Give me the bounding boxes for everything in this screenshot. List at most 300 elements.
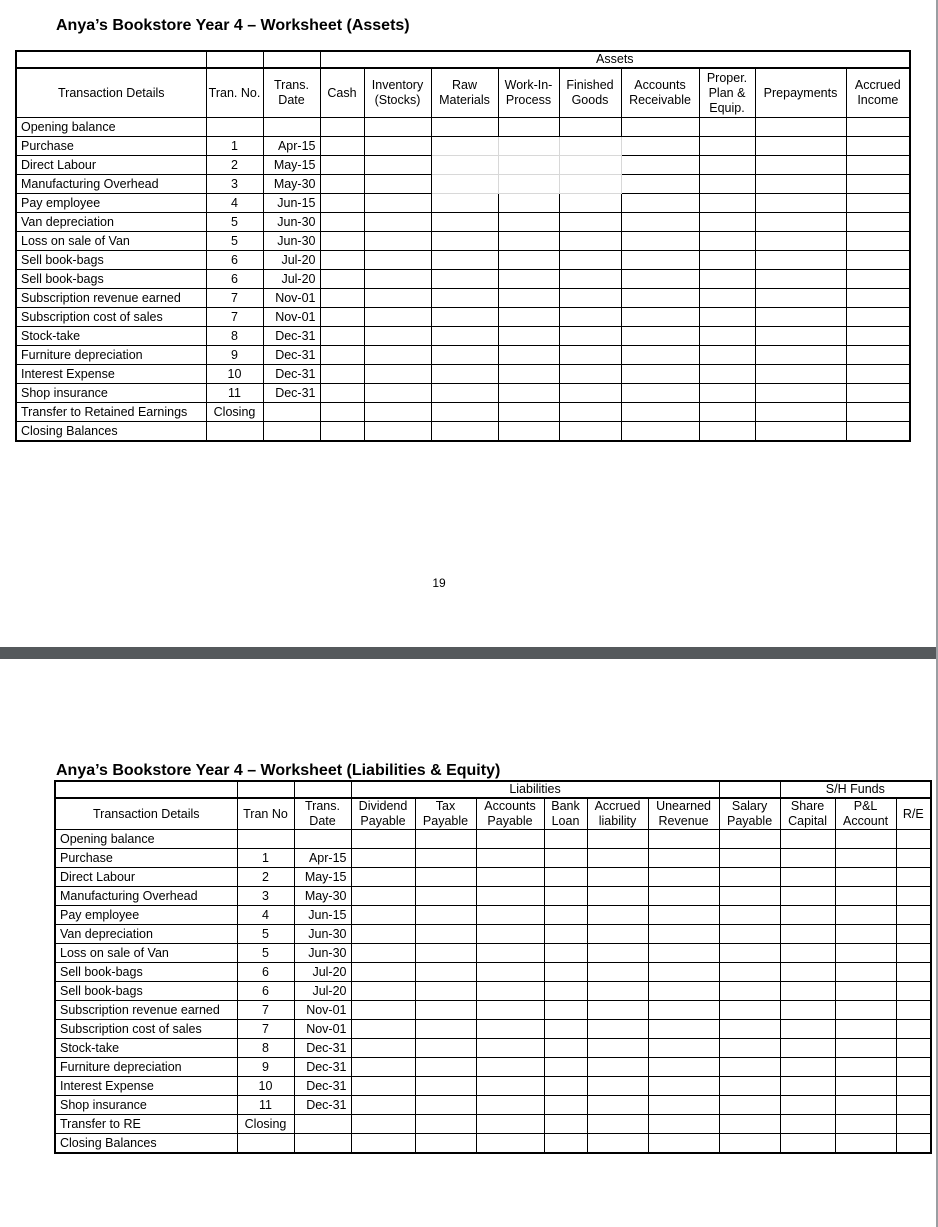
entry-cell[interactable] bbox=[755, 213, 846, 232]
entry-cell[interactable] bbox=[320, 251, 364, 270]
entry-cell[interactable] bbox=[587, 1115, 648, 1134]
entry-cell[interactable] bbox=[498, 156, 559, 175]
entry-cell[interactable] bbox=[320, 365, 364, 384]
entry-cell[interactable] bbox=[719, 925, 780, 944]
entry-cell[interactable] bbox=[648, 1077, 719, 1096]
entry-cell[interactable] bbox=[431, 422, 498, 442]
entry-cell[interactable] bbox=[896, 944, 931, 963]
entry-cell[interactable] bbox=[320, 289, 364, 308]
entry-cell[interactable] bbox=[755, 403, 846, 422]
entry-cell[interactable] bbox=[835, 906, 896, 925]
entry-cell[interactable] bbox=[621, 175, 699, 194]
entry-cell[interactable] bbox=[364, 365, 431, 384]
entry-cell[interactable] bbox=[755, 156, 846, 175]
entry-cell[interactable] bbox=[648, 887, 719, 906]
entry-cell[interactable] bbox=[846, 327, 910, 346]
entry-cell[interactable] bbox=[559, 346, 621, 365]
entry-cell[interactable] bbox=[351, 849, 415, 868]
entry-cell[interactable] bbox=[719, 906, 780, 925]
entry-cell[interactable] bbox=[896, 830, 931, 849]
entry-cell[interactable] bbox=[431, 270, 498, 289]
entry-cell[interactable] bbox=[846, 194, 910, 213]
entry-cell[interactable] bbox=[320, 422, 364, 442]
entry-cell[interactable] bbox=[755, 346, 846, 365]
entry-cell[interactable] bbox=[364, 384, 431, 403]
entry-cell[interactable] bbox=[846, 118, 910, 137]
entry-cell[interactable] bbox=[351, 1039, 415, 1058]
entry-cell[interactable] bbox=[476, 1077, 544, 1096]
entry-cell[interactable] bbox=[498, 232, 559, 251]
entry-cell[interactable] bbox=[621, 232, 699, 251]
entry-cell[interactable] bbox=[320, 327, 364, 346]
entry-cell[interactable] bbox=[699, 327, 755, 346]
entry-cell[interactable] bbox=[648, 1096, 719, 1115]
entry-cell[interactable] bbox=[431, 327, 498, 346]
entry-cell[interactable] bbox=[835, 1134, 896, 1154]
entry-cell[interactable] bbox=[415, 1077, 476, 1096]
entry-cell[interactable] bbox=[476, 1039, 544, 1058]
entry-cell[interactable] bbox=[320, 137, 364, 156]
entry-cell[interactable] bbox=[364, 289, 431, 308]
entry-cell[interactable] bbox=[415, 1115, 476, 1134]
entry-cell[interactable] bbox=[476, 830, 544, 849]
entry-cell[interactable] bbox=[835, 868, 896, 887]
entry-cell[interactable] bbox=[544, 906, 587, 925]
entry-cell[interactable] bbox=[351, 944, 415, 963]
entry-cell[interactable] bbox=[699, 346, 755, 365]
entry-cell[interactable] bbox=[896, 1077, 931, 1096]
entry-cell[interactable] bbox=[476, 982, 544, 1001]
entry-cell[interactable] bbox=[755, 137, 846, 156]
entry-cell[interactable] bbox=[559, 289, 621, 308]
entry-cell[interactable] bbox=[648, 1020, 719, 1039]
entry-cell[interactable] bbox=[476, 944, 544, 963]
entry-cell[interactable] bbox=[559, 175, 621, 194]
entry-cell[interactable] bbox=[621, 213, 699, 232]
entry-cell[interactable] bbox=[544, 887, 587, 906]
entry-cell[interactable] bbox=[544, 1001, 587, 1020]
entry-cell[interactable] bbox=[621, 156, 699, 175]
entry-cell[interactable] bbox=[780, 982, 835, 1001]
entry-cell[interactable] bbox=[621, 308, 699, 327]
entry-cell[interactable] bbox=[320, 213, 364, 232]
entry-cell[interactable] bbox=[896, 1001, 931, 1020]
entry-cell[interactable] bbox=[780, 830, 835, 849]
entry-cell[interactable] bbox=[364, 194, 431, 213]
entry-cell[interactable] bbox=[587, 1096, 648, 1115]
entry-cell[interactable] bbox=[476, 1001, 544, 1020]
entry-cell[interactable] bbox=[846, 308, 910, 327]
entry-cell[interactable] bbox=[699, 232, 755, 251]
entry-cell[interactable] bbox=[320, 346, 364, 365]
entry-cell[interactable] bbox=[780, 1134, 835, 1154]
entry-cell[interactable] bbox=[621, 118, 699, 137]
entry-cell[interactable] bbox=[755, 327, 846, 346]
entry-cell[interactable] bbox=[755, 251, 846, 270]
entry-cell[interactable] bbox=[621, 327, 699, 346]
entry-cell[interactable] bbox=[431, 365, 498, 384]
entry-cell[interactable] bbox=[648, 868, 719, 887]
entry-cell[interactable] bbox=[587, 1020, 648, 1039]
entry-cell[interactable] bbox=[351, 1096, 415, 1115]
entry-cell[interactable] bbox=[648, 1115, 719, 1134]
entry-cell[interactable] bbox=[621, 289, 699, 308]
entry-cell[interactable] bbox=[719, 1096, 780, 1115]
entry-cell[interactable] bbox=[364, 232, 431, 251]
entry-cell[interactable] bbox=[780, 963, 835, 982]
entry-cell[interactable] bbox=[780, 1001, 835, 1020]
entry-cell[interactable] bbox=[719, 830, 780, 849]
entry-cell[interactable] bbox=[415, 1096, 476, 1115]
entry-cell[interactable] bbox=[699, 403, 755, 422]
entry-cell[interactable] bbox=[320, 194, 364, 213]
entry-cell[interactable] bbox=[415, 1020, 476, 1039]
entry-cell[interactable] bbox=[719, 1115, 780, 1134]
entry-cell[interactable] bbox=[896, 1134, 931, 1154]
entry-cell[interactable] bbox=[351, 982, 415, 1001]
entry-cell[interactable] bbox=[351, 925, 415, 944]
entry-cell[interactable] bbox=[498, 137, 559, 156]
entry-cell[interactable] bbox=[415, 1039, 476, 1058]
entry-cell[interactable] bbox=[431, 194, 498, 213]
entry-cell[interactable] bbox=[719, 849, 780, 868]
entry-cell[interactable] bbox=[755, 308, 846, 327]
entry-cell[interactable] bbox=[351, 1115, 415, 1134]
entry-cell[interactable] bbox=[896, 906, 931, 925]
entry-cell[interactable] bbox=[498, 289, 559, 308]
entry-cell[interactable] bbox=[544, 1039, 587, 1058]
entry-cell[interactable] bbox=[755, 175, 846, 194]
entry-cell[interactable] bbox=[431, 137, 498, 156]
entry-cell[interactable] bbox=[415, 963, 476, 982]
entry-cell[interactable] bbox=[896, 887, 931, 906]
entry-cell[interactable] bbox=[587, 1001, 648, 1020]
entry-cell[interactable] bbox=[699, 289, 755, 308]
entry-cell[interactable] bbox=[648, 830, 719, 849]
entry-cell[interactable] bbox=[320, 308, 364, 327]
entry-cell[interactable] bbox=[544, 1058, 587, 1077]
entry-cell[interactable] bbox=[835, 1039, 896, 1058]
entry-cell[interactable] bbox=[544, 1020, 587, 1039]
entry-cell[interactable] bbox=[648, 944, 719, 963]
entry-cell[interactable] bbox=[621, 194, 699, 213]
entry-cell[interactable] bbox=[896, 982, 931, 1001]
entry-cell[interactable] bbox=[755, 232, 846, 251]
entry-cell[interactable] bbox=[835, 963, 896, 982]
entry-cell[interactable] bbox=[846, 403, 910, 422]
entry-cell[interactable] bbox=[780, 1077, 835, 1096]
entry-cell[interactable] bbox=[498, 308, 559, 327]
entry-cell[interactable] bbox=[351, 830, 415, 849]
entry-cell[interactable] bbox=[621, 270, 699, 289]
entry-cell[interactable] bbox=[351, 963, 415, 982]
entry-cell[interactable] bbox=[719, 944, 780, 963]
entry-cell[interactable] bbox=[351, 1001, 415, 1020]
entry-cell[interactable] bbox=[364, 270, 431, 289]
entry-cell[interactable] bbox=[431, 175, 498, 194]
entry-cell[interactable] bbox=[431, 403, 498, 422]
entry-cell[interactable] bbox=[835, 1020, 896, 1039]
entry-cell[interactable] bbox=[415, 887, 476, 906]
entry-cell[interactable] bbox=[719, 1134, 780, 1154]
entry-cell[interactable] bbox=[364, 213, 431, 232]
entry-cell[interactable] bbox=[835, 925, 896, 944]
entry-cell[interactable] bbox=[544, 944, 587, 963]
entry-cell[interactable] bbox=[846, 232, 910, 251]
entry-cell[interactable] bbox=[498, 346, 559, 365]
entry-cell[interactable] bbox=[587, 1134, 648, 1154]
entry-cell[interactable] bbox=[431, 213, 498, 232]
entry-cell[interactable] bbox=[498, 365, 559, 384]
entry-cell[interactable] bbox=[699, 156, 755, 175]
entry-cell[interactable] bbox=[431, 308, 498, 327]
entry-cell[interactable] bbox=[498, 384, 559, 403]
entry-cell[interactable] bbox=[755, 365, 846, 384]
entry-cell[interactable] bbox=[364, 327, 431, 346]
entry-cell[interactable] bbox=[559, 251, 621, 270]
entry-cell[interactable] bbox=[896, 963, 931, 982]
entry-cell[interactable] bbox=[431, 156, 498, 175]
entry-cell[interactable] bbox=[896, 1115, 931, 1134]
entry-cell[interactable] bbox=[544, 1077, 587, 1096]
entry-cell[interactable] bbox=[846, 346, 910, 365]
entry-cell[interactable] bbox=[587, 1039, 648, 1058]
entry-cell[interactable] bbox=[587, 868, 648, 887]
entry-cell[interactable] bbox=[896, 849, 931, 868]
entry-cell[interactable] bbox=[621, 422, 699, 442]
entry-cell[interactable] bbox=[431, 384, 498, 403]
entry-cell[interactable] bbox=[621, 137, 699, 156]
entry-cell[interactable] bbox=[587, 906, 648, 925]
entry-cell[interactable] bbox=[415, 925, 476, 944]
entry-cell[interactable] bbox=[587, 849, 648, 868]
entry-cell[interactable] bbox=[621, 384, 699, 403]
entry-cell[interactable] bbox=[755, 289, 846, 308]
entry-cell[interactable] bbox=[648, 1134, 719, 1154]
entry-cell[interactable] bbox=[587, 1077, 648, 1096]
entry-cell[interactable] bbox=[835, 1115, 896, 1134]
entry-cell[interactable] bbox=[364, 156, 431, 175]
entry-cell[interactable] bbox=[846, 384, 910, 403]
entry-cell[interactable] bbox=[780, 1058, 835, 1077]
entry-cell[interactable] bbox=[415, 906, 476, 925]
entry-cell[interactable] bbox=[476, 1020, 544, 1039]
entry-cell[interactable] bbox=[476, 1096, 544, 1115]
entry-cell[interactable] bbox=[621, 251, 699, 270]
entry-cell[interactable] bbox=[780, 925, 835, 944]
entry-cell[interactable] bbox=[498, 175, 559, 194]
entry-cell[interactable] bbox=[364, 118, 431, 137]
entry-cell[interactable] bbox=[896, 1039, 931, 1058]
entry-cell[interactable] bbox=[719, 1001, 780, 1020]
entry-cell[interactable] bbox=[587, 963, 648, 982]
entry-cell[interactable] bbox=[431, 346, 498, 365]
entry-cell[interactable] bbox=[648, 1039, 719, 1058]
entry-cell[interactable] bbox=[544, 830, 587, 849]
entry-cell[interactable] bbox=[587, 925, 648, 944]
entry-cell[interactable] bbox=[351, 1077, 415, 1096]
entry-cell[interactable] bbox=[476, 925, 544, 944]
entry-cell[interactable] bbox=[476, 906, 544, 925]
entry-cell[interactable] bbox=[846, 213, 910, 232]
entry-cell[interactable] bbox=[719, 1077, 780, 1096]
entry-cell[interactable] bbox=[835, 1058, 896, 1077]
entry-cell[interactable] bbox=[699, 365, 755, 384]
entry-cell[interactable] bbox=[544, 1115, 587, 1134]
entry-cell[interactable] bbox=[544, 849, 587, 868]
entry-cell[interactable] bbox=[846, 289, 910, 308]
entry-cell[interactable] bbox=[476, 887, 544, 906]
entry-cell[interactable] bbox=[559, 365, 621, 384]
entry-cell[interactable] bbox=[559, 403, 621, 422]
entry-cell[interactable] bbox=[719, 1058, 780, 1077]
entry-cell[interactable] bbox=[699, 194, 755, 213]
entry-cell[interactable] bbox=[415, 1058, 476, 1077]
entry-cell[interactable] bbox=[846, 365, 910, 384]
entry-cell[interactable] bbox=[621, 346, 699, 365]
entry-cell[interactable] bbox=[559, 270, 621, 289]
entry-cell[interactable] bbox=[699, 213, 755, 232]
entry-cell[interactable] bbox=[699, 270, 755, 289]
entry-cell[interactable] bbox=[780, 1096, 835, 1115]
entry-cell[interactable] bbox=[835, 1077, 896, 1096]
entry-cell[interactable] bbox=[415, 830, 476, 849]
entry-cell[interactable] bbox=[755, 270, 846, 289]
entry-cell[interactable] bbox=[498, 194, 559, 213]
entry-cell[interactable] bbox=[364, 308, 431, 327]
entry-cell[interactable] bbox=[846, 270, 910, 289]
entry-cell[interactable] bbox=[780, 906, 835, 925]
entry-cell[interactable] bbox=[835, 830, 896, 849]
entry-cell[interactable] bbox=[846, 422, 910, 442]
entry-cell[interactable] bbox=[719, 982, 780, 1001]
entry-cell[interactable] bbox=[896, 1096, 931, 1115]
entry-cell[interactable] bbox=[559, 384, 621, 403]
entry-cell[interactable] bbox=[719, 1039, 780, 1058]
entry-cell[interactable] bbox=[846, 251, 910, 270]
entry-cell[interactable] bbox=[587, 1058, 648, 1077]
entry-cell[interactable] bbox=[648, 963, 719, 982]
entry-cell[interactable] bbox=[719, 963, 780, 982]
entry-cell[interactable] bbox=[780, 849, 835, 868]
entry-cell[interactable] bbox=[621, 403, 699, 422]
entry-cell[interactable] bbox=[415, 982, 476, 1001]
entry-cell[interactable] bbox=[431, 251, 498, 270]
entry-cell[interactable] bbox=[699, 308, 755, 327]
entry-cell[interactable] bbox=[320, 232, 364, 251]
entry-cell[interactable] bbox=[498, 422, 559, 442]
entry-cell[interactable] bbox=[780, 1115, 835, 1134]
entry-cell[interactable] bbox=[780, 944, 835, 963]
entry-cell[interactable] bbox=[544, 868, 587, 887]
entry-cell[interactable] bbox=[896, 868, 931, 887]
entry-cell[interactable] bbox=[648, 1058, 719, 1077]
entry-cell[interactable] bbox=[780, 868, 835, 887]
entry-cell[interactable] bbox=[320, 384, 364, 403]
entry-cell[interactable] bbox=[559, 213, 621, 232]
entry-cell[interactable] bbox=[755, 118, 846, 137]
entry-cell[interactable] bbox=[351, 887, 415, 906]
entry-cell[interactable] bbox=[780, 1020, 835, 1039]
entry-cell[interactable] bbox=[719, 1020, 780, 1039]
entry-cell[interactable] bbox=[364, 403, 431, 422]
entry-cell[interactable] bbox=[621, 365, 699, 384]
entry-cell[interactable] bbox=[835, 849, 896, 868]
entry-cell[interactable] bbox=[699, 251, 755, 270]
entry-cell[interactable] bbox=[476, 963, 544, 982]
entry-cell[interactable] bbox=[755, 384, 846, 403]
entry-cell[interactable] bbox=[648, 906, 719, 925]
entry-cell[interactable] bbox=[699, 384, 755, 403]
entry-cell[interactable] bbox=[364, 137, 431, 156]
entry-cell[interactable] bbox=[320, 403, 364, 422]
entry-cell[interactable] bbox=[364, 251, 431, 270]
entry-cell[interactable] bbox=[835, 982, 896, 1001]
entry-cell[interactable] bbox=[476, 1134, 544, 1154]
entry-cell[interactable] bbox=[719, 887, 780, 906]
entry-cell[interactable] bbox=[498, 327, 559, 346]
entry-cell[interactable] bbox=[498, 213, 559, 232]
entry-cell[interactable] bbox=[559, 422, 621, 442]
entry-cell[interactable] bbox=[431, 232, 498, 251]
entry-cell[interactable] bbox=[320, 175, 364, 194]
entry-cell[interactable] bbox=[846, 156, 910, 175]
entry-cell[interactable] bbox=[544, 925, 587, 944]
entry-cell[interactable] bbox=[587, 830, 648, 849]
entry-cell[interactable] bbox=[351, 868, 415, 887]
entry-cell[interactable] bbox=[846, 175, 910, 194]
entry-cell[interactable] bbox=[498, 270, 559, 289]
entry-cell[interactable] bbox=[835, 944, 896, 963]
entry-cell[interactable] bbox=[587, 944, 648, 963]
entry-cell[interactable] bbox=[846, 137, 910, 156]
entry-cell[interactable] bbox=[415, 1134, 476, 1154]
entry-cell[interactable] bbox=[544, 1134, 587, 1154]
entry-cell[interactable] bbox=[476, 1115, 544, 1134]
entry-cell[interactable] bbox=[320, 118, 364, 137]
entry-cell[interactable] bbox=[364, 422, 431, 442]
entry-cell[interactable] bbox=[755, 194, 846, 213]
entry-cell[interactable] bbox=[559, 194, 621, 213]
entry-cell[interactable] bbox=[835, 1096, 896, 1115]
entry-cell[interactable] bbox=[896, 1058, 931, 1077]
entry-cell[interactable] bbox=[320, 156, 364, 175]
entry-cell[interactable] bbox=[648, 982, 719, 1001]
entry-cell[interactable] bbox=[896, 1020, 931, 1039]
entry-cell[interactable] bbox=[648, 1001, 719, 1020]
entry-cell[interactable] bbox=[835, 887, 896, 906]
entry-cell[interactable] bbox=[320, 270, 364, 289]
entry-cell[interactable] bbox=[415, 868, 476, 887]
entry-cell[interactable] bbox=[351, 1020, 415, 1039]
entry-cell[interactable] bbox=[498, 403, 559, 422]
entry-cell[interactable] bbox=[351, 906, 415, 925]
entry-cell[interactable] bbox=[415, 849, 476, 868]
entry-cell[interactable] bbox=[559, 156, 621, 175]
entry-cell[interactable] bbox=[498, 251, 559, 270]
entry-cell[interactable] bbox=[476, 1058, 544, 1077]
entry-cell[interactable] bbox=[364, 175, 431, 194]
entry-cell[interactable] bbox=[476, 849, 544, 868]
entry-cell[interactable] bbox=[559, 137, 621, 156]
entry-cell[interactable] bbox=[648, 849, 719, 868]
entry-cell[interactable] bbox=[559, 232, 621, 251]
entry-cell[interactable] bbox=[896, 925, 931, 944]
entry-cell[interactable] bbox=[351, 1134, 415, 1154]
entry-cell[interactable] bbox=[498, 118, 559, 137]
entry-cell[interactable] bbox=[351, 1058, 415, 1077]
entry-cell[interactable] bbox=[699, 175, 755, 194]
